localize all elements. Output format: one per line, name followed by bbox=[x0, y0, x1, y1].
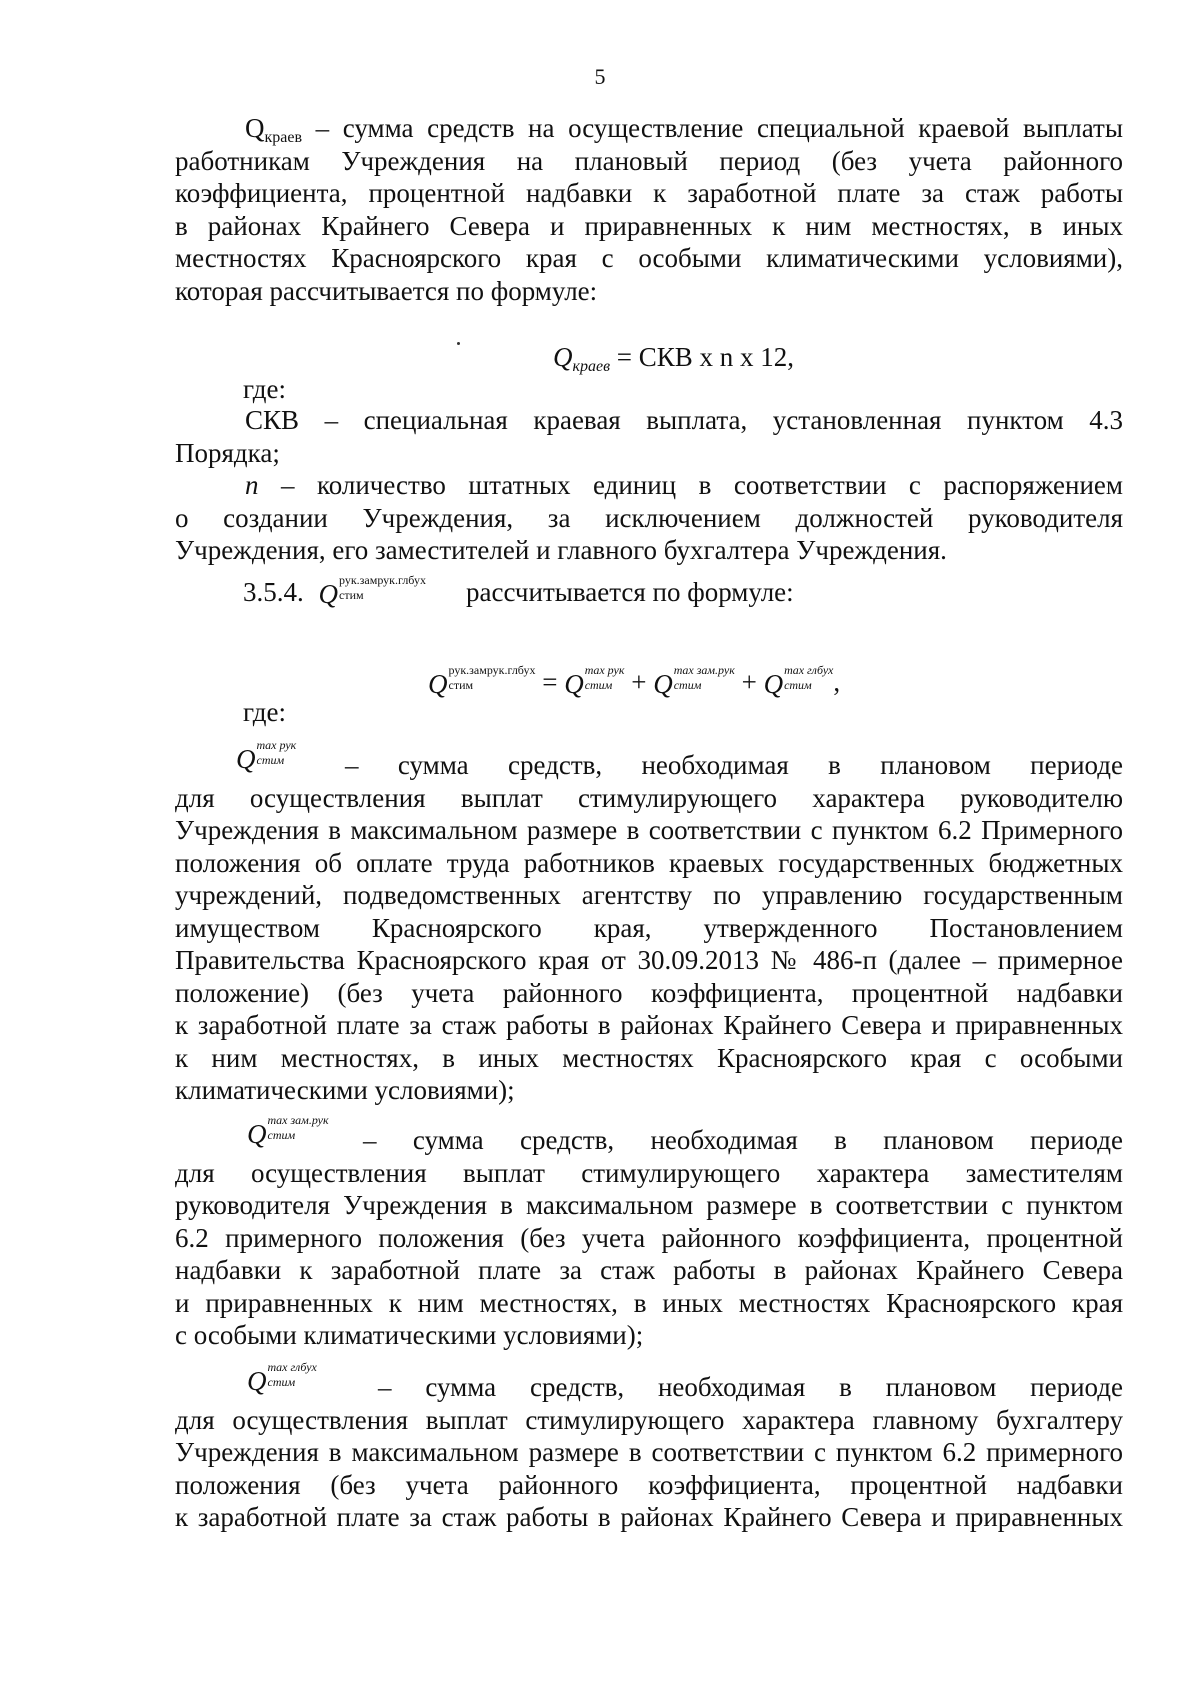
subscript: стим bbox=[267, 1128, 296, 1143]
definition-n bbox=[175, 469, 1123, 567]
q-letter: Q bbox=[653, 669, 673, 700]
q-stim-symbol bbox=[318, 573, 426, 610]
q-letter: Q bbox=[564, 669, 584, 700]
text-line: и приравненных к ним местностях, в иных местностях Красноярского края bbox=[175, 1287, 1123, 1318]
definition-skv bbox=[175, 404, 1123, 469]
text-line: руководителя Учреждения в максимальном размере в соответствии с пунктом bbox=[175, 1190, 1123, 1220]
text-segment: – количество штатных единиц в соответствии с распоряжением bbox=[281, 470, 1123, 500]
subscript: стим bbox=[584, 678, 613, 693]
superscript: max зам.рук bbox=[267, 1113, 329, 1128]
text-line: положения об оплате труда работников краевых государственных бюджетных bbox=[175, 847, 1123, 878]
text-line: Учреждения в максимальном размере в соответствии с пунктом 6.2 примерного bbox=[175, 1437, 1123, 1467]
text-line: имуществом Красноярского края, утвержденного Постановлением bbox=[175, 912, 1123, 943]
formula-subscript: краев bbox=[572, 358, 611, 375]
superscript: max зам.рук bbox=[673, 663, 735, 678]
q-letter: Q bbox=[247, 1119, 267, 1150]
q-letter: Q bbox=[428, 669, 448, 700]
superscript: max глбух bbox=[267, 1360, 317, 1375]
scan-speck bbox=[457, 342, 460, 345]
page-number: 5 bbox=[594, 64, 606, 89]
section-3-5-4-text: рассчитывается по формуле: bbox=[466, 577, 794, 607]
superscript: рук.замрук.глбух bbox=[339, 573, 426, 588]
plus-sign: + bbox=[741, 667, 757, 697]
subscript: стим bbox=[448, 678, 474, 693]
n-symbol: n bbox=[245, 470, 259, 500]
superscript: рук.замрук.глбух bbox=[448, 663, 536, 678]
text-line: положения (без учета районного коэффициента, процентной надбавки bbox=[175, 1469, 1123, 1500]
text-segment: – сумма средств на осуществление специальной краевой выплаты bbox=[315, 113, 1124, 143]
text-line: для осуществления выплат стимулирующего характера руководителю bbox=[175, 782, 1123, 813]
q-letter: Q bbox=[318, 579, 338, 610]
formula-q: Q bbox=[553, 342, 573, 372]
text-line: Учреждения в максимальном размере в соответствии с пунктом 6.2 Примерного bbox=[175, 815, 1123, 845]
text-line: для осуществления выплат стимулирующего характера заместителям bbox=[175, 1157, 1123, 1188]
text-line: надбавки к заработной плате за стаж работы в районах Крайнего Севера bbox=[175, 1255, 1123, 1285]
text-line: к заработной плате за стаж работы в районах Крайнего Севера и приравненных bbox=[175, 1010, 1123, 1040]
plus-sign: + bbox=[631, 667, 647, 697]
definition-max-ruk bbox=[175, 749, 1123, 1107]
lhs-term bbox=[428, 663, 536, 700]
text-line bbox=[175, 112, 1123, 145]
text-line: – сумма средств, необходимая в плановом периоде bbox=[378, 1372, 1123, 1402]
text-line: работникам Учреждения на плановый период (без учета районного bbox=[175, 145, 1123, 176]
where-label: где: bbox=[243, 374, 286, 404]
subscript: стим bbox=[784, 678, 812, 693]
q-letter: Q bbox=[247, 1366, 267, 1397]
text-line: СКВ – специальная краевая выплата, установленная пунктом 4.3 bbox=[245, 405, 1123, 435]
q-symbol: Q bbox=[245, 113, 265, 143]
text-line: к ним местностях, в иных местностях Красноярского края с особыми bbox=[175, 1042, 1123, 1073]
q-subscript: краев bbox=[264, 129, 303, 146]
text-line: Порядка; bbox=[175, 437, 280, 468]
section-3-5-4 bbox=[243, 573, 426, 610]
text-line: – сумма средств, необходимая в плановом периоде bbox=[363, 1125, 1123, 1155]
text-line: с особыми климатическими условиями); bbox=[175, 1320, 644, 1350]
formula-q-stim bbox=[428, 663, 841, 700]
text-line: 6.2 примерного положения (без учета районного коэффициента, процентной bbox=[175, 1222, 1123, 1253]
superscript: max глбух bbox=[784, 663, 834, 678]
term-max-ruk bbox=[564, 663, 625, 700]
superscript: max рук bbox=[584, 663, 625, 678]
text-line: – сумма средств, необходимая в плановом периоде bbox=[345, 750, 1123, 780]
text-line: местностях Красноярского края с особыми климатическими условиями), bbox=[175, 243, 1123, 273]
term-max-zam-ruk bbox=[653, 663, 735, 700]
text-line: коэффициента, процентной надбавки к заработной плате за стаж работы bbox=[175, 178, 1123, 208]
q-letter: Q bbox=[763, 669, 784, 700]
section-number: 3.5.4. bbox=[243, 577, 304, 607]
text-line: положение) (без учета районного коэффициента, процентной надбавки bbox=[175, 977, 1123, 1008]
text-line bbox=[175, 469, 1123, 502]
term-max-glbukh bbox=[763, 663, 834, 700]
text-line: которая рассчитывается по формуле: bbox=[175, 275, 598, 306]
definition-max-glbukh bbox=[175, 1371, 1123, 1534]
definition-max-zam-ruk bbox=[175, 1124, 1123, 1352]
subscript: стим bbox=[267, 1375, 296, 1390]
superscript: max рук bbox=[256, 738, 297, 753]
text-line: для осуществления выплат стимулирующего характера главному бухгалтеру bbox=[175, 1404, 1123, 1435]
text-line: к заработной плате за стаж работы в районах Крайнего Севера и приравненных bbox=[175, 1502, 1123, 1532]
text-line: о создании Учреждения, за исключением должностей руководителя bbox=[175, 502, 1123, 533]
subscript: стим bbox=[673, 678, 702, 693]
equals-sign: = bbox=[542, 667, 558, 697]
paragraph-q-kraev bbox=[175, 112, 1123, 307]
where-label-2: где: bbox=[243, 697, 286, 727]
subscript: стим bbox=[339, 588, 364, 603]
subscript: стим bbox=[256, 753, 285, 768]
text-line: в районах Крайнего Севера и приравненных к ним местностях, в иных bbox=[175, 210, 1123, 241]
text-line: Учреждения, его заместителей и главного бухгалтера Учреждения. bbox=[175, 535, 947, 565]
text-line: учреждений, подведомственных агентству по управлению государственным bbox=[175, 880, 1123, 910]
formula-q-kraev bbox=[553, 342, 794, 376]
text-line: климатическими условиями); bbox=[175, 1075, 515, 1105]
formula-rhs: = СКВ х n х 12, bbox=[610, 342, 795, 372]
formula-comma: , bbox=[833, 667, 841, 697]
text-line: Правительства Красноярского края от 30.09.2013 № 486-п (далее – примерное bbox=[175, 945, 1123, 975]
q-letter: Q bbox=[236, 744, 256, 775]
